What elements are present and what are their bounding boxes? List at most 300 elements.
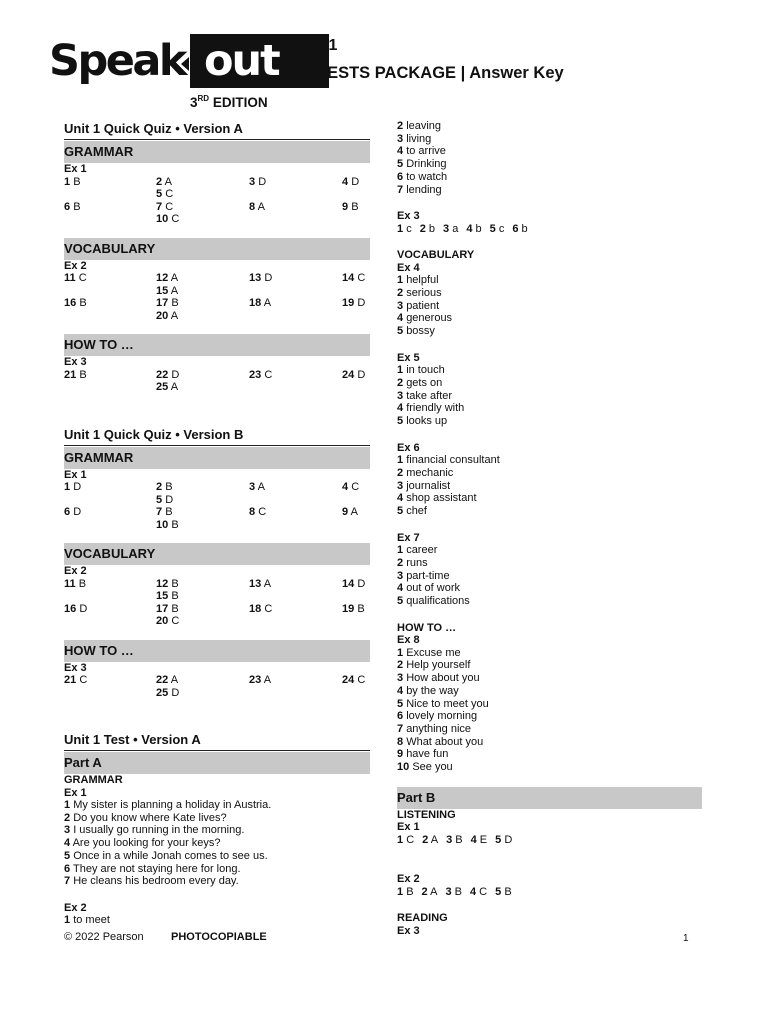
answer-cell <box>156 213 249 226</box>
item-text: shop assistant <box>406 492 477 505</box>
item-text: looks up <box>406 415 448 428</box>
item-text: serious <box>406 286 442 299</box>
answer-value: B <box>504 885 512 898</box>
subheading-grammar: GRAMMAR <box>64 774 123 786</box>
answer-cell <box>342 176 370 189</box>
list-item <box>64 799 370 812</box>
answer-number: 6 <box>64 506 71 518</box>
answer-grid <box>64 578 370 628</box>
answer-list <box>397 120 702 196</box>
answer-value: D <box>171 686 180 699</box>
exercise-label: Ex 2 <box>397 873 420 886</box>
answer-grid <box>64 481 370 531</box>
answer-number: 16 <box>64 297 77 309</box>
item-number: 4 <box>397 684 404 697</box>
answer-cell <box>64 674 156 687</box>
answer-number: 23 <box>249 674 262 686</box>
item-text: in touch <box>406 364 445 377</box>
answer-value: C <box>264 602 273 615</box>
answer-value: B <box>406 885 414 898</box>
answer-value: D <box>351 175 360 188</box>
answer-cell <box>64 519 156 532</box>
logo-arrow-icon <box>181 57 189 71</box>
item-text: How about you <box>406 672 480 685</box>
item-number: 8 <box>397 735 404 748</box>
answer-value: B <box>165 481 173 493</box>
answer-number: 1 <box>397 885 404 898</box>
answer-cell <box>342 213 370 226</box>
exercise-label: Ex 1 <box>64 786 87 799</box>
item-text: bossy <box>406 325 435 338</box>
list-item <box>397 557 702 570</box>
answer-value: C <box>479 885 488 898</box>
inline-answer <box>470 886 491 898</box>
logo-out-box <box>190 34 329 88</box>
answer-cell <box>64 285 156 298</box>
answer-number: 15 <box>156 590 169 602</box>
item-text: Excuse me <box>406 646 461 659</box>
answer-cell <box>249 369 342 382</box>
answer-value: C <box>171 615 180 627</box>
answer-number: 4 <box>470 833 477 846</box>
answer-value: C <box>165 188 174 200</box>
answer-list <box>397 364 702 428</box>
answer-list <box>397 454 702 518</box>
list-item <box>397 325 702 338</box>
exercise-label: Ex 2 <box>64 901 87 914</box>
item-number: 1 <box>397 544 404 557</box>
answer-cell <box>342 674 370 687</box>
answer-number: 5 <box>495 885 502 898</box>
item-text: take after <box>406 389 453 402</box>
answer-cell <box>342 272 370 285</box>
item-text: generous <box>406 312 453 325</box>
answer-number: 20 <box>156 615 169 627</box>
answer-number: 1 <box>397 833 404 846</box>
answer-value: C <box>258 506 267 518</box>
answer-number: 3 <box>445 885 452 898</box>
answer-cell <box>64 297 156 310</box>
answer-number: 4 <box>342 175 349 188</box>
answer-value: D <box>258 175 267 188</box>
answer-cell <box>249 603 342 616</box>
answer-cell <box>249 201 342 214</box>
list-item <box>397 570 702 583</box>
answer-number: 21 <box>64 674 77 686</box>
answer-value: B <box>165 506 173 518</box>
item-number: 1 <box>397 274 404 287</box>
answer-cell <box>249 578 342 591</box>
list-item <box>397 312 702 325</box>
item-text: living <box>406 132 432 145</box>
answer-number: 16 <box>64 602 77 615</box>
inline-answers <box>397 886 702 899</box>
answer-number: 2 <box>422 833 429 846</box>
inline-answer <box>495 886 516 898</box>
answer-value: C <box>357 272 366 284</box>
answer-number: 11 <box>64 272 76 284</box>
answer-number: 3 <box>249 481 256 493</box>
list-item <box>397 698 702 711</box>
item-number: 6 <box>64 862 71 875</box>
list-item <box>397 377 702 390</box>
answer-cell <box>342 494 370 507</box>
answer-value: A <box>263 577 272 590</box>
inline-answers <box>397 223 702 236</box>
answer-number: 13 <box>249 577 262 590</box>
item-number: 3 <box>397 569 404 582</box>
answer-number: 1 <box>64 175 71 188</box>
list-item <box>397 710 702 723</box>
answer-cell <box>156 481 249 494</box>
answer-value: A <box>430 833 439 846</box>
answer-value: B <box>171 577 179 590</box>
band-grammar: GRAMMAR <box>64 141 370 163</box>
answer-cell <box>156 674 249 687</box>
item-text: Once in a while Jonah comes to see us. <box>73 849 268 862</box>
exercise-label: Ex 3 <box>397 210 420 223</box>
answer-cell <box>156 285 249 298</box>
list-item <box>397 145 702 158</box>
list-item <box>397 274 702 287</box>
answer-cell <box>156 578 249 591</box>
answer-number: 14 <box>342 272 355 284</box>
answer-value: B <box>78 577 87 590</box>
right-column <box>397 120 702 937</box>
answer-list <box>397 274 702 338</box>
page-number: 1 <box>683 933 689 944</box>
answer-cell <box>342 310 370 323</box>
inline-answer <box>443 223 462 235</box>
answer-cell <box>342 578 370 591</box>
band-vocabulary: VOCABULARY <box>64 238 370 260</box>
list-item <box>397 171 702 184</box>
section-title-quiz-a: Unit 1 Quick Quiz • Version A <box>64 120 370 140</box>
answer-cell <box>342 481 370 494</box>
answer-number: 23 <box>249 368 262 381</box>
inline-answer <box>512 223 531 235</box>
item-text: Help yourself <box>406 659 471 672</box>
inline-answer <box>422 886 442 898</box>
item-number: 4 <box>397 145 404 158</box>
answer-cell <box>64 213 156 226</box>
answer-value: B <box>357 602 365 615</box>
answer-number: 10 <box>156 213 169 225</box>
answer-number: 4 <box>342 481 349 493</box>
answer-number: 5 <box>495 833 502 846</box>
item-number: 3 <box>397 389 404 402</box>
answer-cell <box>249 615 342 628</box>
item-number: 6 <box>397 170 404 183</box>
answer-cell <box>342 188 370 201</box>
item-number: 7 <box>64 875 71 888</box>
answer-cell <box>342 285 370 298</box>
answer-number: 1 <box>397 222 404 235</box>
item-text: What about you <box>406 735 484 748</box>
answer-number: 20 <box>156 309 169 322</box>
answer-cell <box>342 201 370 214</box>
exercise-label: Ex 7 <box>397 531 420 544</box>
answer-number: 3 <box>443 222 450 235</box>
answer-number: 17 <box>156 602 169 615</box>
answer-value: a <box>452 222 459 235</box>
answer-cell <box>156 519 249 532</box>
item-number: 1 <box>64 914 71 927</box>
item-text: to watch <box>406 170 448 183</box>
subheading-how-to: HOW TO … <box>397 621 457 634</box>
item-text: Are you looking for your keys? <box>72 837 221 850</box>
item-text: financial consultant <box>406 454 500 467</box>
answer-cell <box>156 381 249 394</box>
inline-answer <box>422 834 442 846</box>
answer-value: A <box>164 175 172 188</box>
item-text: mechanic <box>406 466 454 479</box>
list-item <box>64 875 370 888</box>
answer-cell <box>249 297 342 310</box>
list-item <box>397 685 702 698</box>
list-item <box>397 454 702 467</box>
answer-number: 5 <box>156 188 163 200</box>
answer-cell <box>342 519 370 532</box>
answer-value: D <box>79 602 88 615</box>
answer-value: D <box>357 368 366 381</box>
answer-number: 22 <box>156 368 169 381</box>
item-text: Do you know where Kate lives? <box>73 811 227 824</box>
answer-value: C <box>351 481 360 493</box>
answer-value: C <box>79 674 88 686</box>
answer-cell <box>249 481 342 494</box>
answer-grid <box>64 272 370 322</box>
answer-cell <box>156 310 249 323</box>
answer-cell <box>64 578 156 591</box>
list-item <box>397 120 702 133</box>
answer-cell <box>156 297 249 310</box>
item-number: 5 <box>64 849 71 862</box>
answer-value: D <box>357 577 366 590</box>
subheading-reading: READING <box>397 912 448 925</box>
answer-value: B <box>73 200 81 213</box>
item-text: to arrive <box>406 145 446 158</box>
answer-value: C <box>165 200 174 213</box>
answer-value: C <box>264 368 273 381</box>
answer-number: 19 <box>342 602 355 615</box>
answer-list <box>397 647 702 774</box>
exercise-label: Ex 4 <box>397 261 420 274</box>
answer-value: A <box>350 506 358 518</box>
item-number: 5 <box>397 595 404 608</box>
item-number: 1 <box>397 454 404 467</box>
item-number: 10 <box>397 761 410 774</box>
list-item <box>397 390 702 403</box>
answer-number: 25 <box>156 381 169 393</box>
answer-cell <box>156 590 249 603</box>
list-item <box>397 467 702 480</box>
answer-cell <box>249 310 342 323</box>
item-number: 5 <box>397 325 404 338</box>
answer-value: B <box>79 368 87 381</box>
answer-value: B <box>79 297 87 309</box>
list-item <box>397 300 702 313</box>
copyright-text: © 2022 Pearson <box>64 931 144 943</box>
answer-number: 14 <box>342 577 355 590</box>
list-item <box>397 723 702 736</box>
exercise-label: Ex 1 <box>64 163 87 175</box>
list-item <box>397 736 702 749</box>
speakout-logo <box>49 34 285 90</box>
edition-word: EDITION <box>209 95 268 110</box>
answer-cell <box>64 506 156 519</box>
answer-value: B <box>454 885 462 898</box>
list-item <box>64 850 370 863</box>
answer-number: 8 <box>249 506 256 518</box>
item-number: 3 <box>64 824 71 837</box>
item-number: 4 <box>397 402 404 415</box>
answer-cell <box>156 201 249 214</box>
answer-cell <box>64 603 156 616</box>
answer-value: A <box>257 200 265 213</box>
answer-cell <box>64 615 156 628</box>
item-text: have fun <box>406 748 449 761</box>
answer-number: 18 <box>249 602 262 615</box>
answer-value: D <box>165 493 174 506</box>
section-title-test-a: Unit 1 Test • Version A <box>64 731 370 751</box>
logo-out-text: out <box>204 36 279 86</box>
item-number: 9 <box>397 748 404 761</box>
answer-value: A <box>170 272 179 284</box>
item-number: 4 <box>397 492 404 505</box>
answer-number: 2 <box>419 222 426 235</box>
answer-number: 7 <box>156 200 163 213</box>
list-item <box>397 492 702 505</box>
answer-value: B <box>73 175 81 188</box>
answer-value: C <box>406 833 415 846</box>
list-item <box>397 415 702 428</box>
answer-value: A <box>263 297 272 309</box>
answer-cell <box>156 603 249 616</box>
answer-value: D <box>264 272 273 284</box>
item-number: 1 <box>64 799 71 811</box>
answer-value: C <box>78 272 87 284</box>
answer-number: 24 <box>342 674 355 686</box>
list-item <box>64 863 370 876</box>
answer-cell <box>342 369 370 382</box>
item-number: 4 <box>397 312 404 325</box>
answer-cell <box>342 506 370 519</box>
answer-cell <box>64 687 156 700</box>
item-text: qualifications <box>406 595 470 608</box>
inline-answer <box>495 834 516 846</box>
answer-number: 13 <box>249 272 262 284</box>
answer-number: 19 <box>342 297 355 309</box>
answer-cell <box>249 506 342 519</box>
list-item <box>397 287 702 300</box>
list-item <box>397 480 702 493</box>
edition-label <box>190 95 268 110</box>
item-number: 2 <box>397 466 404 479</box>
item-text: by the way <box>406 684 459 697</box>
item-text: leaving <box>406 120 442 132</box>
answer-cell <box>249 213 342 226</box>
answer-number: 24 <box>342 368 355 381</box>
answer-number: 2 <box>156 481 163 493</box>
item-text: Drinking <box>406 158 447 171</box>
exercise-label: Ex 8 <box>397 634 420 647</box>
document-title: TESTS PACKAGE | Answer Key <box>317 64 564 82</box>
item-text: runs <box>406 556 428 569</box>
answer-cell <box>249 519 342 532</box>
answer-cell <box>64 381 156 394</box>
answer-value: A <box>170 284 179 297</box>
answer-number: 10 <box>156 518 169 531</box>
answer-number: 7 <box>156 506 163 518</box>
exercise-label: Ex 3 <box>64 356 87 368</box>
edition-number: 3 <box>190 95 198 110</box>
item-text: gets on <box>406 376 443 389</box>
subheading-vocabulary: VOCABULARY <box>397 249 475 262</box>
item-text: lending <box>406 183 442 196</box>
list-item <box>397 402 702 415</box>
inline-answer <box>445 886 466 898</box>
list-item <box>64 812 370 825</box>
item-number: 3 <box>397 672 404 685</box>
answer-cell <box>64 494 156 507</box>
answer-cell <box>249 687 342 700</box>
item-text: patient <box>406 299 440 312</box>
answer-value: B <box>171 602 179 615</box>
answer-cell <box>64 590 156 603</box>
inline-answer <box>446 834 467 846</box>
logo-speak-text: Speak <box>49 36 186 86</box>
inline-answer <box>397 886 418 898</box>
item-number: 4 <box>397 582 404 595</box>
item-text: He cleans his bedroom every day. <box>73 875 239 888</box>
item-text: chef <box>406 505 427 518</box>
answer-number: 5 <box>489 222 496 235</box>
answer-cell <box>64 310 156 323</box>
answer-cell <box>249 494 342 507</box>
answer-cell <box>249 674 342 687</box>
answer-cell <box>342 615 370 628</box>
answer-number: 25 <box>156 686 169 699</box>
item-number: 3 <box>397 132 404 145</box>
answer-number: 2 <box>156 175 163 188</box>
answer-value: b <box>521 222 528 235</box>
item-number: 7 <box>397 723 404 735</box>
item-text: See you <box>412 761 453 774</box>
answer-number: 9 <box>342 506 349 518</box>
answer-number: 18 <box>249 297 262 309</box>
answer-cell <box>156 272 249 285</box>
band-vocabulary: VOCABULARY <box>64 543 370 565</box>
answer-number: 15 <box>156 284 169 297</box>
answer-cell <box>156 188 249 201</box>
answer-cell <box>64 201 156 214</box>
answer-number: 3 <box>249 175 256 188</box>
answer-number: 3 <box>446 833 453 846</box>
answer-value: D <box>73 506 82 518</box>
exercise-label: Ex 1 <box>64 468 87 481</box>
exercise-label: Ex 2 <box>64 565 87 577</box>
answer-cell <box>342 590 370 603</box>
answer-cell <box>156 615 249 628</box>
answer-cell <box>249 285 342 298</box>
answer-cell <box>342 603 370 616</box>
answer-number: 4 <box>466 222 473 235</box>
answer-number: 21 <box>64 368 77 381</box>
item-text: My sister is planning a holiday in Austria. <box>73 799 272 811</box>
answer-cell <box>64 481 156 494</box>
item-text: lovely morning <box>406 710 478 723</box>
